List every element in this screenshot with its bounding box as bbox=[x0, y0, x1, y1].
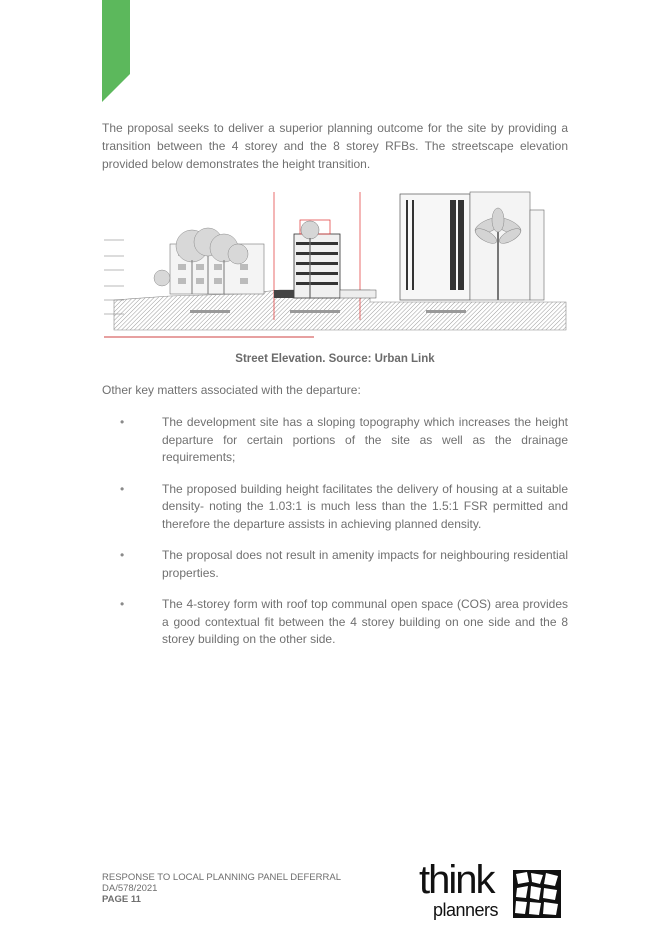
bullet-icon: • bbox=[120, 597, 125, 611]
footer-reference: DA/578/2021 bbox=[102, 883, 158, 894]
bullet-icon: • bbox=[120, 548, 125, 562]
logo-word-think: think bbox=[419, 858, 494, 902]
logo-word-planners: planners bbox=[433, 900, 499, 920]
list-item-text: The proposed building height facilitates the delivery of housing at a suitable density- noting the 1.03:1 is much less than the 1.5:1 FSR permitted and therefore the departure assists in achieving planned density. bbox=[162, 481, 568, 531]
list-item-text: The 4-storey form with roof top communal open space (COS) area provides a good contextual fit between the 4 storey building on one side and the 8 storey building on the other side. bbox=[162, 597, 568, 646]
bullet-icon: • bbox=[120, 481, 125, 496]
list-item-text: The development site has a sloping topography which increases the height departure for certain portions of the site as well as the drainage requirements; bbox=[162, 415, 568, 464]
map-grid-icon bbox=[513, 870, 561, 918]
list-item bbox=[102, 481, 568, 534]
street-elevation-drawing bbox=[100, 190, 570, 340]
green-corner-accent bbox=[102, 0, 130, 102]
list-item bbox=[102, 414, 568, 467]
list-item bbox=[102, 596, 568, 649]
bullet-icon: • bbox=[120, 415, 125, 429]
key-matters-list bbox=[102, 414, 568, 663]
think-planners-logo bbox=[419, 858, 564, 922]
figure-caption: Street Elevation. Source: Urban Link bbox=[235, 353, 435, 365]
other-matters-heading: Other key matters associated with the departure: bbox=[102, 383, 361, 397]
intro-paragraph: The proposal seeks to deliver a superior planning outcome for the site by providing a transition between the 4 storey and the 8 storey RFBs. The streetscape elevation provided below demonstrates the height transition. bbox=[102, 121, 568, 171]
list-item bbox=[102, 547, 568, 582]
list-item-text: The proposal does not result in amenity impacts for neighbouring residential properties. bbox=[162, 548, 568, 580]
page-footer bbox=[102, 872, 341, 905]
footer-document-title: RESPONSE TO LOCAL PLANNING PANEL DEFERRAL bbox=[102, 872, 341, 883]
footer-page-number: PAGE 11 bbox=[102, 894, 141, 905]
